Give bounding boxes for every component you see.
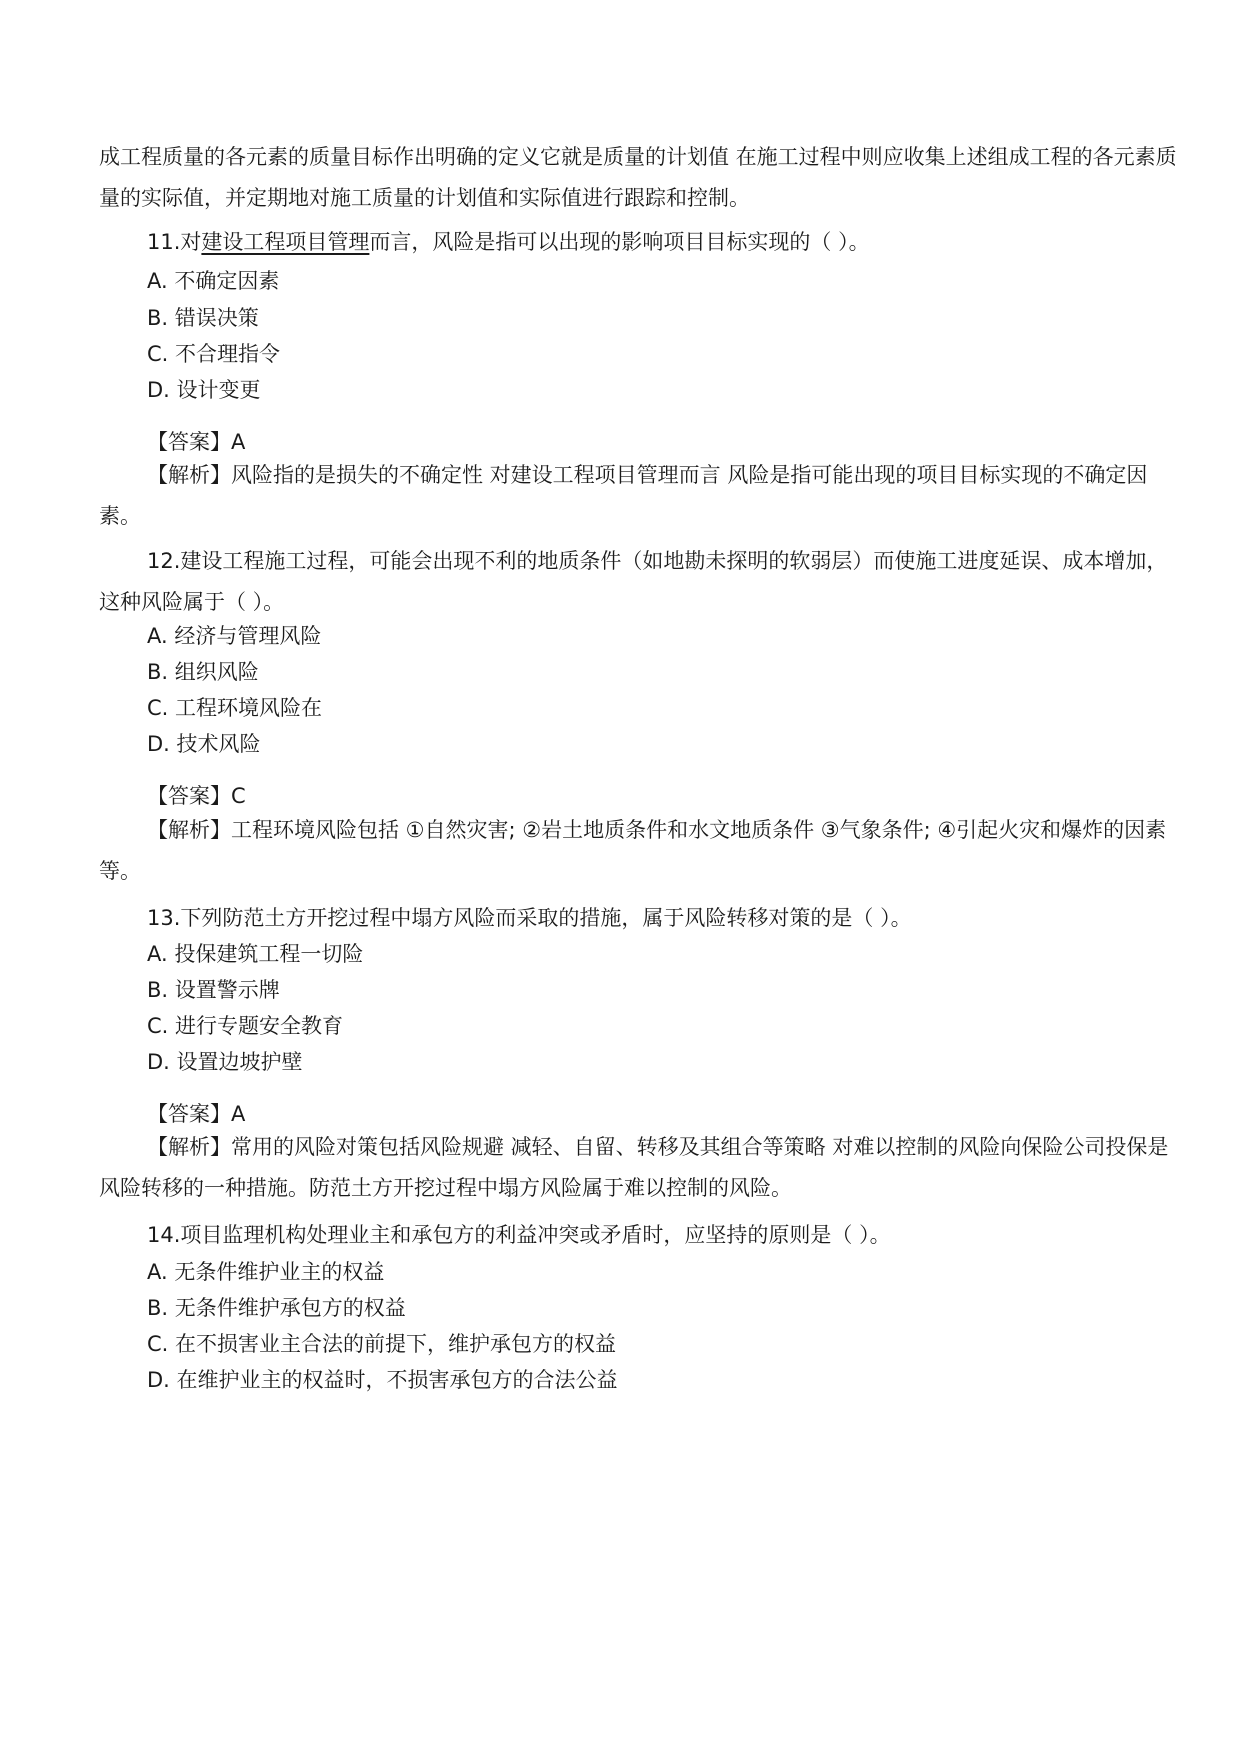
question-11-option-c: C. 不合理指令 bbox=[147, 342, 281, 366]
question-12-stem: 12.建设工程施工过程，可能会出现不利的地质条件（如地勘未探明的软弱层）而使施工进度延误、成本增加，这种风险属于（ ）。 bbox=[99, 549, 1168, 614]
question-11-option-b: B. 错误决策 bbox=[147, 306, 259, 330]
question-11-analysis: 【解析】风险指的是损失的不确定性 对建设工程项目管理而言 风险是指可能出现的项目目标实现的不确定因素。 bbox=[99, 463, 1148, 528]
question-12-option-d: D. 技术风险 bbox=[147, 732, 261, 756]
question-13-answer: 【答案】A bbox=[147, 1102, 246, 1126]
question-11-answer: 【答案】A bbox=[147, 430, 246, 454]
question-11-stem bbox=[147, 226, 870, 256]
question-14-option-c: C. 在不损害业主合法的前提下，维护承包方的权益 bbox=[147, 1332, 617, 1356]
question-13-option-a: A. 投保建筑工程一切险 bbox=[147, 942, 364, 966]
question-14-stem: 14.项目监理机构处理业主和承包方的利益冲突或矛盾时，应坚持的原则是（ ）。 bbox=[147, 1223, 891, 1247]
question-12-analysis: 【解析】工程环境风险包括 ①自然灾害; ②岩土地质条件和水文地质条件 ③气象条件; ④引起火灾和爆炸的因素等。 bbox=[99, 818, 1167, 883]
question-14-option-b: B. 无条件维护承包方的权益 bbox=[147, 1296, 406, 1320]
question-13-analysis: 【解析】常用的风险对策包括风险规避 减轻、自留、转移及其组合等策略 对难以控制的风险向保险公司投保是风险转移的一种措施。防范土方开挖过程中塌方风险属于难以控制的风险。 bbox=[99, 1135, 1169, 1200]
question-11-underlined-term: 建设工程项目管理 bbox=[201, 230, 370, 254]
question-13-stem: 13.下列防范土方开挖过程中塌方风险而采取的措施，属于风险转移对策的是（ ）。 bbox=[147, 906, 912, 930]
question-11-suffix: 而言，风险是指可以出现的影响项目目标实现的（ ）。 bbox=[369, 230, 870, 254]
question-12-option-a: A. 经济与管理风险 bbox=[147, 624, 322, 648]
question-14-option-d: D. 在维护业主的权益时，不损害承包方的合法公益 bbox=[147, 1368, 618, 1392]
question-11-option-a: A. 不确定因素 bbox=[147, 269, 280, 293]
question-13-option-b: B. 设置警示牌 bbox=[147, 978, 280, 1002]
intro-paragraph: 成工程质量的各元素的质量目标作出明确的定义它就是质量的计划值 在施工过程中则应收集上述组成工程的各元素质量的实际值，并定期地对施工质量的计划值和实际值进行跟踪和控制。 bbox=[99, 145, 1177, 210]
question-14-option-a: A. 无条件维护业主的权益 bbox=[147, 1260, 385, 1284]
question-11-option-d: D. 设计变更 bbox=[147, 378, 261, 402]
question-13-option-c: C. 进行专题安全教育 bbox=[147, 1014, 344, 1038]
question-11-prefix: 11.对 bbox=[147, 230, 202, 254]
question-12-option-c: C. 工程环境风险在 bbox=[147, 696, 323, 720]
question-12-option-b: B. 组织风险 bbox=[147, 660, 259, 684]
question-12-answer: 【答案】C bbox=[147, 784, 246, 808]
question-13-option-d: D. 设置边坡护壁 bbox=[147, 1050, 303, 1074]
